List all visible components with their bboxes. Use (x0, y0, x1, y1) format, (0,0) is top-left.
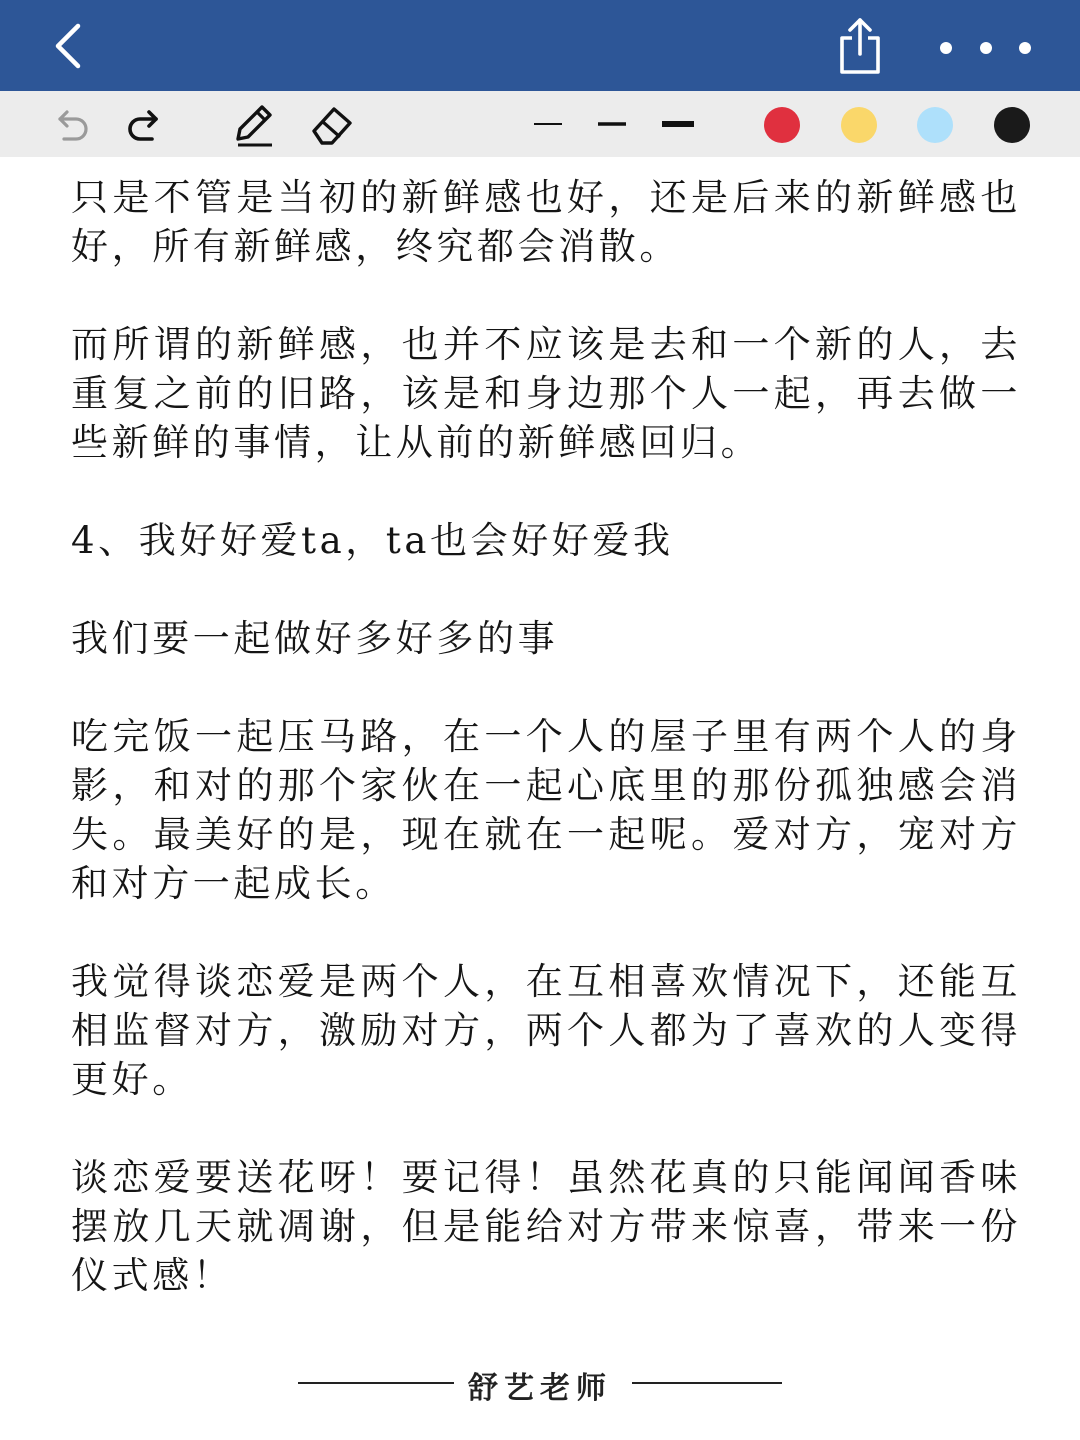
color-yellow-swatch[interactable] (841, 107, 877, 143)
share-icon (830, 14, 890, 78)
pencil-tool-button[interactable] (228, 101, 278, 149)
color-light-blue-swatch[interactable] (917, 107, 953, 143)
color-red-swatch[interactable] (764, 107, 800, 143)
paragraph: 吃完饭一起压马路，在一个人的屋子里有两个人的身影，和对的那个家伙在一起心底里的那份孤独感会消失。最美好的是，现在就在一起呢。爱对方，宠对方和对方一起成长。 (71, 715, 1021, 905)
divider-left (298, 1382, 454, 1384)
pencil-icon (228, 101, 278, 149)
more-horizontal-icon (926, 26, 1046, 70)
paragraph: 只是不管是当初的新鲜感也好，还是后来的新鲜感也好，所有新鲜感，终究都会消散。 (71, 176, 1021, 268)
chevron-left-icon (44, 18, 96, 74)
author-signature: 舒艺老师 (468, 1371, 612, 1406)
paragraph: 我们要一起做好多好多的事 (71, 617, 559, 660)
redo-button[interactable] (124, 105, 168, 145)
paragraph: 谈恋爱要送花呀！要记得！虽然花真的只能闻闻香味摆放几天就凋谢，但是能给对方带来惊喜，带来一份仪式感！ (71, 1156, 1021, 1297)
stroke-thick-button[interactable] (658, 113, 698, 133)
divider-right (632, 1382, 782, 1384)
color-black-swatch[interactable] (994, 107, 1030, 143)
more-button[interactable] (926, 26, 1046, 70)
section-heading: 4、我好好爱ta，ta也会好好爱我 (71, 519, 674, 562)
top-nav-bar (0, 0, 1080, 91)
undo-button[interactable] (48, 105, 92, 145)
paragraph: 我觉得谈恋爱是两个人，在互相喜欢情况下，还能互相监督对方，激励对方，两个人都为了喜欢的人变得更好。 (71, 960, 1021, 1101)
signature-footer (0, 1355, 1080, 1411)
drawing-toolbar (0, 91, 1080, 157)
redo-icon (124, 105, 168, 145)
article-body (71, 173, 1021, 1349)
back-button[interactable] (44, 18, 96, 74)
undo-icon (48, 105, 92, 145)
share-button[interactable] (830, 14, 890, 78)
stroke-thin-button[interactable] (530, 113, 566, 133)
stroke-medium-button[interactable] (594, 113, 630, 133)
paragraph: 而所谓的新鲜感，也并不应该是去和一个新的人，去重复之前的旧路，该是和身边那个人一起，再去做一些新鲜的事情，让从前的新鲜感回归。 (71, 323, 1021, 464)
eraser-icon (306, 101, 358, 149)
eraser-tool-button[interactable] (306, 101, 358, 149)
